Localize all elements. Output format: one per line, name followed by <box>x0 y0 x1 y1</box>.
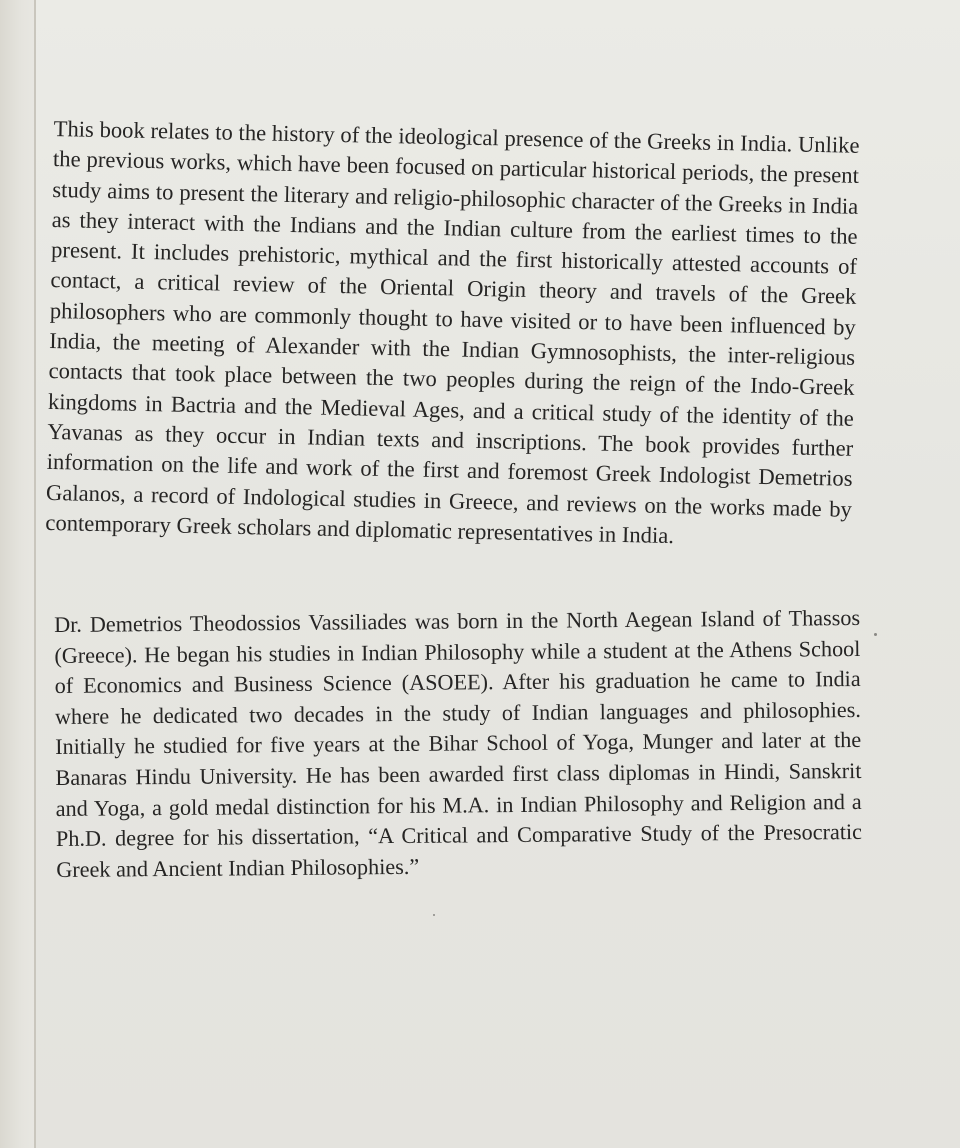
page-gutter <box>0 0 36 1148</box>
author-biography <box>54 603 862 885</box>
biography-paragraph: Dr. Demetrios Theodossios Vassiliades was born in the North Aegean Island of Thassos (Greece). He began his studies in Indian Philosophy while a student at the Athens School of Economics and Business Science (ASOEE). After his graduation he came to India where he dedicated two decades in the study of Indian languages and philosophies. Initially he studied for five years at the Bihar School of Yoga, Munger and later at the Banaras Hindu University. He has been awarded first class diplomas in Hindi, Sanskrit and Yoga, a gold medal distinction for his M.A. in Indian Philosophy and Religion and a Ph.D. degree for his dissertation, “A Critical and Comparative Study of the Presocratic Greek and Ancient Indian Philosophies.” <box>54 604 863 882</box>
description-paragraph: This book relates to the history of the ideological presence of the Greeks in India. Unlike the previous works, which have been focused on particular historical periods, the present study aims to present the literary and religio-philosophic character of the Greeks in India as they interact with the Indians and the Indian culture from the earliest times to the present. It includes prehistoric, mythical and the first historically attested accounts of contact, a critical review of the Oriental Origin theory and travels of the Greek philosophers who are commonly thought to have visited or to have been influenced by India, the meeting of Alexander with the Indian Gymnosophists, the inter-religious contacts that took place between the two peoples during the reign of the Indo-Greek kingdoms in Bactria and the Medieval Ages, and a critical study of the identity of the Yavanas as they occur in Indian texts and inscriptions. The book provides further information on the life and work of the first and foremost Greek Indologist Demetrios Galanos, a record of Indological studies in Greece, and reviews on the works made by contemporary Greek scholars and diplomatic representatives in India. <box>45 115 860 548</box>
book-description <box>45 114 860 555</box>
binding-edge <box>34 0 36 1148</box>
paper-speck <box>433 914 435 916</box>
paper-speck <box>874 633 877 636</box>
